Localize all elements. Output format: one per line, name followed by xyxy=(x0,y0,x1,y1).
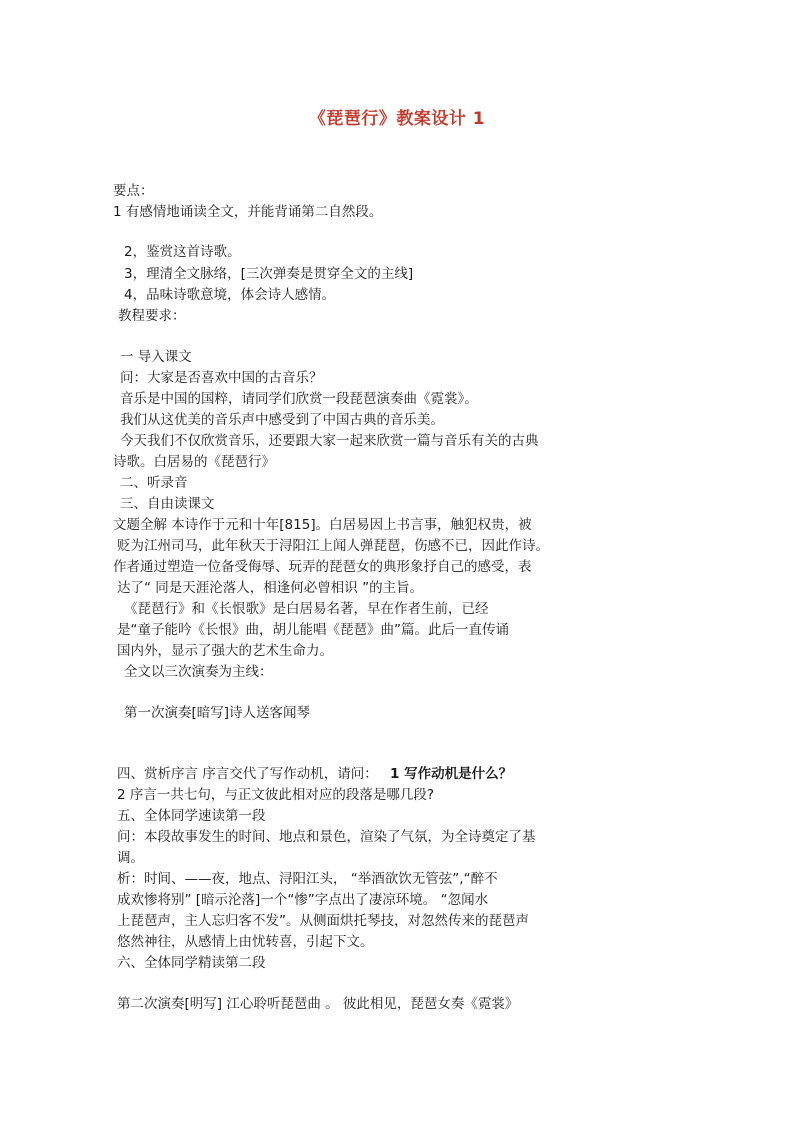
text-line: 问：本段故事发生的时间、地点和景色，渲染了气氛，为全诗奠定了基 xyxy=(117,829,536,845)
document-title: 《琵琶行》教案设计 1 xyxy=(308,109,486,129)
text-line: 调。 xyxy=(117,850,144,866)
text-line: 第一次演奏[暗写]诗人送客闻琴 xyxy=(124,705,311,721)
section-heading: 一 导入课文 xyxy=(120,349,192,365)
text-line: 音乐是中国的国粹，请同学们欣赏一段琵琶演奏曲《霓裳》。 xyxy=(120,391,478,407)
text-line: 达了“ 同是天涯沦落人，相逢何必曾相识 ”的主旨。 xyxy=(117,580,424,596)
text-line: 今天我们不仅欣赏音乐，还要跟大家一起来欣赏一篇与音乐有关的古典 xyxy=(120,433,539,449)
text-line: 教程要求： xyxy=(118,308,186,324)
text-line: 作者通过塑造一位备受侮辱、玩弄的琵琶女的典形象抒自己的感受，表 xyxy=(113,559,532,575)
text-line: 要点： xyxy=(113,183,154,199)
text-line: 4，品味诗歌意境，体会诗人感情。 xyxy=(124,287,336,303)
section-heading: 六、全体同学精读第二段 xyxy=(117,955,266,971)
text-line: 第二次演奏[明写] 江心聆听琵琶曲 。 彼此相见，琵琶女奏《霓裳》 xyxy=(117,996,519,1012)
text-line: 2 序言一共七句，与正文彼此相对应的段落是哪几段? xyxy=(117,787,435,803)
text-line: 问：大家是否喜欢中国的古音乐？ xyxy=(120,370,323,386)
text-line: 诗歌。白居易的《琵琶行》 xyxy=(113,454,275,470)
text-line: 国内外，显示了强大的艺术生命力。 xyxy=(117,643,333,659)
text-line: 文题全解 本诗作于元和十年[815]。白居易因上书言事，触犯权贵，被 xyxy=(113,517,532,533)
text-line: 是“童子能吟《长恨》曲，胡儿能唱《琵琶》曲”篇。此后一直传诵 xyxy=(117,622,509,638)
section-heading: 五、全体同学速读第一段 xyxy=(117,808,266,824)
section-heading: 二、听录音 xyxy=(120,475,188,491)
text-line: 成欢惨将别” [暗示沦落]一个“惨”字点出了凄凉环境。 “忽闻水 xyxy=(117,892,489,908)
text-line: 2，鉴赏这首诗歌。 xyxy=(124,244,241,260)
text-line: 全文以三次演奏为主线： xyxy=(124,664,273,680)
text-line: 贬为江州司马，此年秋天于浔阳江上闻人弹琵琶，伤感不已，因此作诗。 xyxy=(117,538,549,554)
text-line: 上琵琶声，主人忘归客不发”。从侧面烘托琴技，对忽然传来的琵琶声 xyxy=(117,913,529,929)
section-heading: 四、赏析序言 序言交代了写作动机，请问： xyxy=(117,766,378,782)
text-line: 3，理清全文脉络，[三次弹奏是贯穿全文的主线] xyxy=(124,266,414,282)
section-heading: 三、自由读课文 xyxy=(120,496,215,512)
text-line: 1 写作动机是什么？ xyxy=(390,766,513,782)
text-line: 《琵琶行》和《长恨歌》是白居易名著，早在作者生前，已经 xyxy=(124,601,489,617)
text-line: 悠然神往，从感情上由忧转喜，引起下文。 xyxy=(117,934,374,950)
text-line: 析：时间、——夜，地点、浔阳江头， “举酒欲饮无管弦”,“醉不 xyxy=(117,871,498,887)
text-line: 1 有感情地诵读全文，并能背诵第二自然段。 xyxy=(113,204,383,220)
text-line: 我们从这优美的音乐声中感受到了中国古典的音乐美。 xyxy=(120,412,444,428)
